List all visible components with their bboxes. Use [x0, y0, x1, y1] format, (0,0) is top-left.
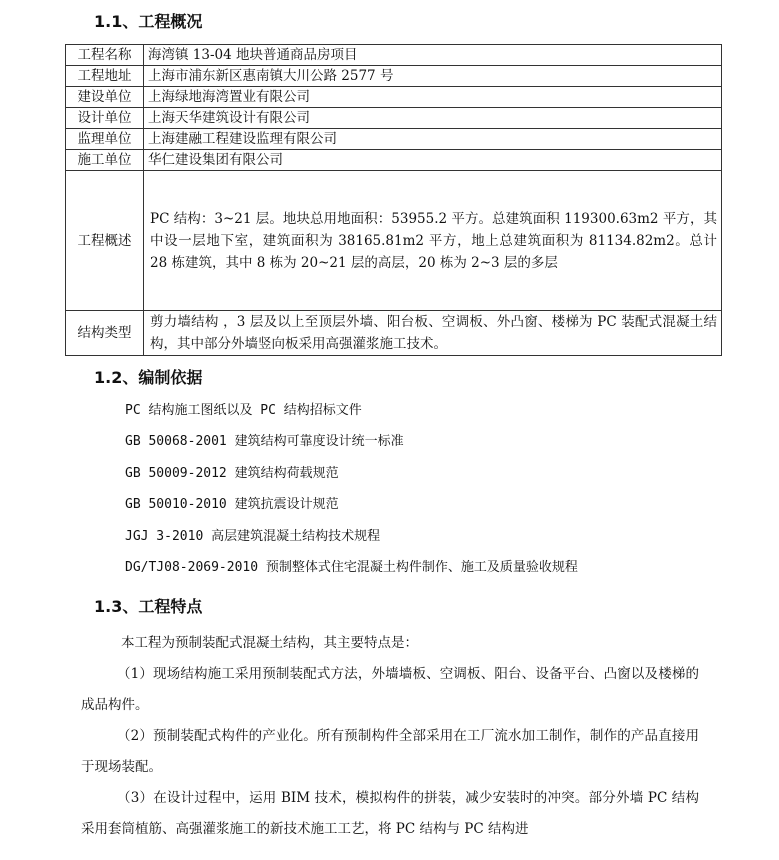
list-item: GB 50068-2001 建筑结构可靠度设计统一标准 — [125, 434, 404, 450]
feature-point: （2）预制装配式构件的产业化。所有预制构件全部采用在工厂流水加工制作，制作的产品直接用于现场装配。 — [81, 728, 699, 775]
row-label: 工程名称 — [66, 45, 144, 66]
table-row — [66, 108, 722, 129]
table-row — [66, 171, 722, 311]
row-label: 结构类型 — [66, 311, 144, 356]
section-title-features: 1.3、工程特点 — [94, 597, 203, 616]
reference-list — [125, 401, 578, 589]
project-overview-table — [65, 44, 722, 356]
list-item: DG/TJ08-2069-2010 预制整体式住宅混凝土构件制作、施工及质量验收规程 — [125, 559, 578, 575]
row-value: 上海市浦东新区惠南镇大川公路 2577 号 — [144, 66, 722, 87]
row-label: 工程地址 — [66, 66, 144, 87]
table-row — [66, 87, 722, 108]
row-label: 监理单位 — [66, 129, 144, 150]
row-value: 上海天华建筑设计有限公司 — [144, 108, 722, 129]
row-value: 海湾镇 13-04 地块普通商品房项目 — [144, 45, 722, 66]
row-label: 工程概述 — [66, 171, 144, 311]
features-intro: 本工程为预制装配式混凝土结构，其主要特点是： — [121, 635, 418, 651]
list-item: GB 50010-2010 建筑抗震设计规范 — [125, 497, 339, 513]
section-title-basis: 1.2、编制依据 — [94, 368, 203, 387]
row-value: 上海绿地海湾置业有限公司 — [144, 87, 722, 108]
feature-point: （1）现场结构施工采用预制装配式方法，外墙墙板、空调板、阳台、设备平台、凸窗以及楼梯的成品构件。 — [81, 666, 699, 713]
table-row — [66, 129, 722, 150]
row-value: 剪力墙结构 ，3 层及以上至顶层外墙、阳台板、空调板、外凸窗、楼梯为 PC 装配式混凝土结构，其中部分外墙竖向板采用高强灌浆施工技术。 — [144, 311, 722, 356]
row-label: 施工单位 — [66, 150, 144, 171]
table-row — [66, 45, 722, 66]
features-body — [81, 628, 699, 845]
list-item: GB 50009-2012 建筑结构荷载规范 — [125, 465, 339, 481]
list-item: JGJ 3-2010 高层建筑混凝土结构技术规程 — [125, 528, 381, 544]
row-value: 上海建融工程建设监理有限公司 — [144, 129, 722, 150]
list-item: PC 结构施工图纸以及 PC 结构招标文件 — [125, 403, 362, 418]
row-value: 华仁建设集团有限公司 — [144, 150, 722, 171]
table-row — [66, 150, 722, 171]
feature-point: （3）在设计过程中，运用 BIM 技术，模拟构件的拼装，减少安装时的冲突。部分外墙 PC 结构采用套筒植筋、高强灌浆施工的新技术施工工艺，将 PC 结构与 PC 结构进 — [81, 790, 699, 837]
table-row — [66, 66, 722, 87]
row-label: 设计单位 — [66, 108, 144, 129]
table-row — [66, 311, 722, 356]
row-value: PC 结构：3~21 层。地块总用地面积：53955.2 平方。总建筑面积 119300.63m2 平方，其中设一层地下室，建筑面积为 38165.81m2 平方，地上总建筑面积为 81134.82m2。总计 28 栋建筑，其中 8 栋为 20~21 层的高层，20 栋为 2~3 层的多层 — [144, 171, 722, 311]
section-title-overview: 1.1、工程概况 — [94, 12, 203, 31]
row-label: 建设单位 — [66, 87, 144, 108]
